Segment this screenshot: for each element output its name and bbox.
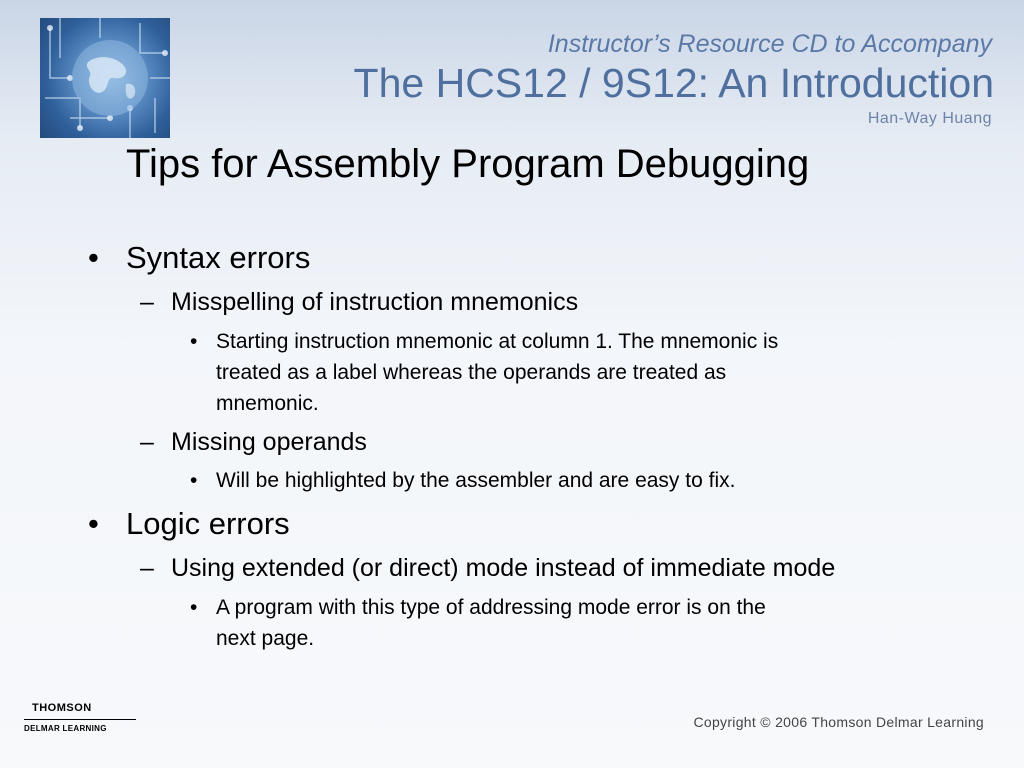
- dash-marker: –: [140, 288, 154, 316]
- detail-line: Will be highlighted by the assembler and are easy to fix.: [216, 469, 736, 492]
- publisher-logo: [24, 702, 136, 738]
- bullet-syntax-errors: Syntax errors: [126, 240, 311, 275]
- sub-bullet-misspelling: Misspelling of instruction mnemonics: [171, 288, 579, 316]
- dash-marker: –: [140, 554, 154, 582]
- globe-circuit-icon: [40, 18, 170, 138]
- bullet-marker: •: [88, 506, 99, 541]
- header-subtitle: Instructor’s Resource CD to Accompany: [547, 30, 992, 58]
- publisher-top-text: THOMSON: [32, 702, 92, 714]
- sub-bullet-extended-mode: Using extended (or direct) mode instead of immediate mode: [171, 554, 836, 582]
- header-book-title: The HCS12 / 9S12: An Introduction: [353, 60, 994, 106]
- header-author: Han-Way Huang: [867, 110, 992, 127]
- publisher-divider: [24, 719, 136, 720]
- globe-circuit-logo: [40, 18, 170, 138]
- detail-line: next page.: [216, 627, 315, 650]
- bullet-marker: •: [88, 240, 99, 275]
- slide-title: Tips for Assembly Program Debugging: [126, 142, 810, 186]
- bullet-marker: •: [190, 596, 198, 619]
- detail-line: Starting instruction mnemonic at column 1. The mnemonic is: [216, 330, 779, 353]
- bullet-logic-errors: Logic errors: [126, 506, 290, 541]
- copyright-text: Copyright © 2006 Thomson Delmar Learning: [693, 714, 984, 730]
- detail-line: mnemonic.: [216, 392, 319, 415]
- bullet-marker: •: [190, 469, 198, 492]
- publisher-bottom-text: DELMAR LEARNING: [24, 724, 107, 733]
- dash-marker: –: [140, 428, 154, 456]
- detail-line: A program with this type of addressing mode error is on the: [216, 596, 766, 619]
- detail-line: treated as a label whereas the operands are treated as: [216, 361, 727, 384]
- bullet-marker: •: [190, 330, 198, 353]
- sub-bullet-missing-operands: Missing operands: [171, 428, 367, 456]
